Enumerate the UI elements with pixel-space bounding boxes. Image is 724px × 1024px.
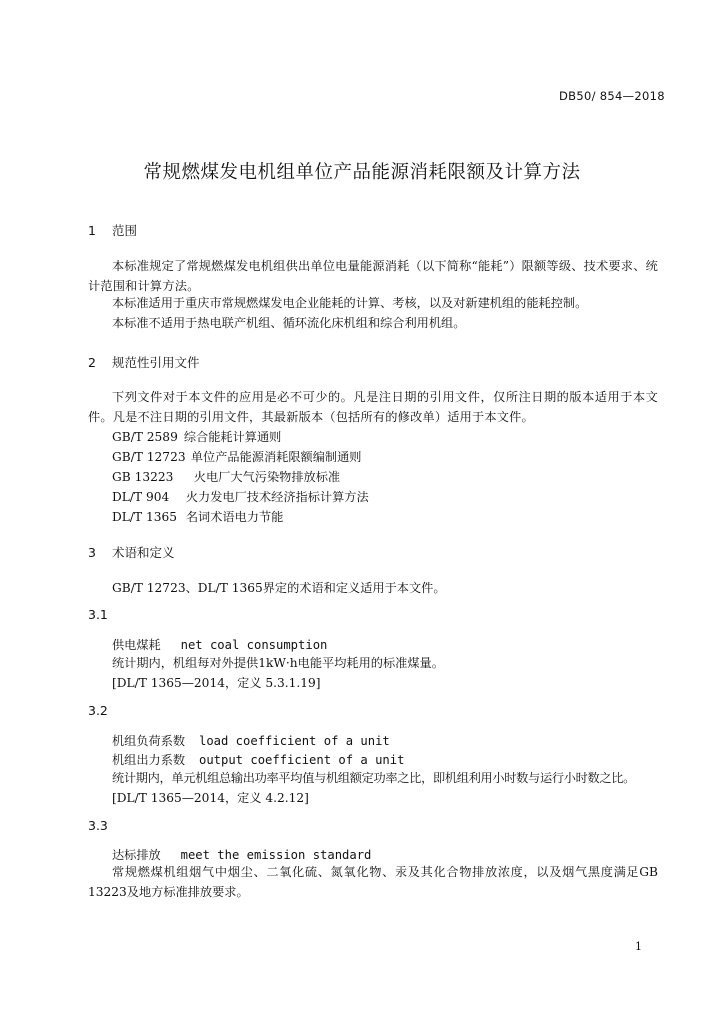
term-net-coal-consumption: [112, 636, 327, 653]
reference-title: 单位产品能源消耗限额编制通则: [190, 450, 362, 464]
section-1-paragraph-1: 本标准规定了常规燃煤发电机组供出单位电量能源消耗（以下简称“能耗”）限额等级、技术要求、统计范围和计算方法。: [88, 259, 658, 293]
term-output-coefficient: [112, 751, 404, 768]
section-title: 规范性引用文件: [111, 355, 200, 370]
term-chinese: 供电煤耗: [112, 638, 161, 652]
section-title: 术语和定义: [111, 545, 175, 560]
term-source: [DL/T 1365—2014，定义 5.3.1.19]: [112, 676, 321, 690]
term-definition: 常规燃煤机组烟气中烟尘、二氧化硫、氮氧化物、汞及其化合物排放浓度，以及烟气黑度满足GB 13223及地方标准排放要求。: [88, 865, 658, 899]
term-english: net coal consumption: [180, 638, 328, 652]
section-title: 范围: [111, 223, 137, 238]
reference-title: 综合能耗计算通则: [183, 430, 282, 444]
reference-title: 火力发电厂技术经济指标计算方法: [185, 490, 369, 504]
term-chinese: 达标排放: [112, 848, 161, 862]
reference-code: DL/T 1365: [112, 510, 177, 524]
reference-code: GB/T 12723: [112, 450, 186, 464]
reference-item: [112, 507, 283, 527]
section-3-heading: [88, 543, 174, 561]
subsection-3-1-number: 3.1: [88, 607, 108, 622]
section-number: 1: [88, 223, 96, 238]
subsection-3-3-number: 3.3: [88, 818, 108, 833]
section-2-intro: 下列文件对于本文件的应用是必不可少的。凡是注日期的引用文件，仅所注日期的版本适用于本文件。凡是不注日期的引用文件，其最新版本（包括所有的修改单）适用于本文件。: [88, 390, 658, 424]
section-2-heading: [88, 353, 199, 371]
reference-item: [112, 467, 340, 487]
reference-code: GB/T 2589: [112, 430, 178, 444]
term-english: load coefficient of a unit: [199, 734, 390, 748]
reference-item: [112, 427, 281, 447]
section-1-heading: [88, 221, 137, 239]
term-emission-standard: [112, 846, 371, 863]
term-chinese: 机组负荷系数: [112, 734, 186, 748]
term-definition: 统计期内，机组每对外提供1kW·h电能平均耗用的标准煤量。: [112, 656, 444, 670]
reference-code: DL/T 904: [112, 490, 170, 504]
document-title: 常规燃煤发电机组单位产品能源消耗限额及计算方法: [143, 162, 581, 183]
reference-title: 名词术语电力节能: [185, 510, 284, 524]
term-load-coefficient: [112, 732, 390, 749]
reference-title: 火电厂大气污染物排放标准: [193, 470, 341, 484]
term-chinese: 机组出力系数: [112, 753, 186, 767]
standard-number: DB50/ 854—2018: [559, 89, 665, 103]
term-english: output coefficient of a unit: [199, 753, 405, 767]
page-number: 1: [635, 940, 642, 953]
reference-code: GB 13223: [112, 470, 174, 484]
section-number: 3: [88, 545, 96, 560]
subsection-3-2-number: 3.2: [88, 703, 108, 718]
term-definition: 统计期内，单元机组总输出功率平均值与机组额定功率之比，即机组利用小时数与运行小时数之比。: [112, 771, 636, 785]
term-english: meet the emission standard: [180, 848, 372, 862]
section-1-paragraph-2: 本标准适用于重庆市常规燃煤发电企业能耗的计算、考核，以及对新建机组的能耗控制。: [112, 296, 588, 310]
term-source: [DL/T 1365—2014，定义 4.2.12]: [112, 791, 309, 805]
section-number: 2: [88, 355, 96, 370]
section-3-intro: GB/T 12723、DL/T 1365界定的术语和定义适用于本文件。: [112, 581, 446, 595]
reference-item: [112, 487, 369, 507]
reference-item: [112, 447, 362, 467]
section-1-paragraph-3: 本标准不适用于热电联产机组、循环流化床机组和综合利用机组。: [112, 316, 466, 330]
